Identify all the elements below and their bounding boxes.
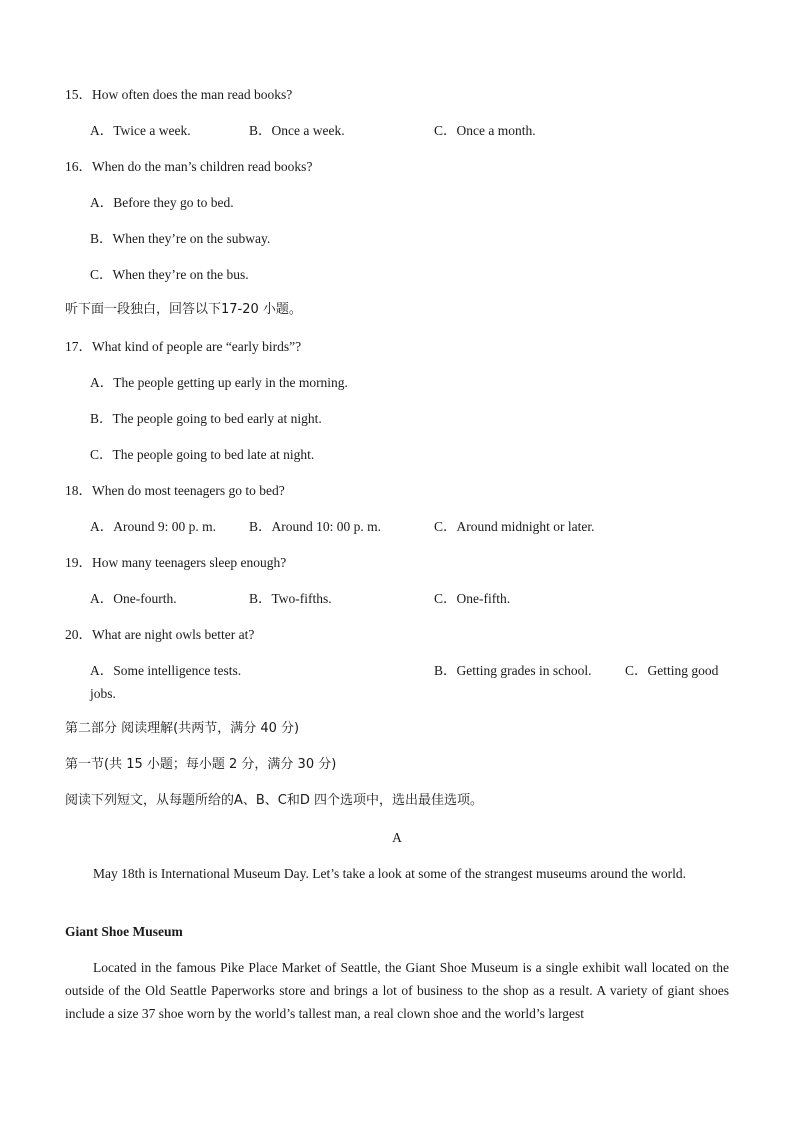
question-18-option-c: C．Around midnight or later.: [434, 519, 595, 534]
question-20-option-c-continued: jobs.: [90, 686, 116, 701]
question-19-option-c: C．One-fifth.: [434, 591, 511, 606]
listening-instruction: 听下面一段独白，回答以下17-20 小题。: [65, 302, 302, 317]
question-15-option-c: C．Once a month.: [434, 123, 536, 138]
question-20-stem: 20．What are night owls better at?: [65, 627, 255, 642]
question-15-option-a: A．Twice a week.: [90, 123, 191, 138]
question-16-stem: 16．When do the man’s children read books?: [65, 159, 313, 174]
question-16-option-b: B．When they’re on the subway.: [90, 231, 271, 246]
question-18-stem: 18．When do most teenagers go to bed?: [65, 483, 285, 498]
question-15-stem: 15．How often does the man read books?: [65, 87, 293, 102]
question-17-option-c: C．The people going to bed late at night.: [90, 447, 315, 462]
part-two-heading: 第二部分 阅读理解(共两节，满分 40 分): [65, 721, 300, 736]
question-16-option-a: A．Before they go to bed.: [90, 195, 234, 210]
museum-title: Giant Shoe Museum: [65, 924, 183, 939]
section-one-heading: 第一节(共 15 小题；每小题 2 分，满分 30 分): [65, 757, 337, 772]
question-19-stem: 19．How many teenagers sleep enough?: [65, 555, 287, 570]
question-17-option-a: A．The people getting up early in the morning.: [90, 375, 348, 390]
question-20-option-b: B．Getting grades in school.: [434, 663, 592, 678]
reading-instruction: 阅读下列短文，从每题所给的A、B、C和D 四个选项中，选出最佳选项。: [65, 793, 484, 808]
question-19-option-a: A．One-fourth.: [90, 591, 177, 606]
passage-letter: A: [392, 830, 402, 845]
question-17-stem: 17．What kind of people are “early birds”?: [65, 339, 302, 354]
question-17-option-b: B．The people going to bed early at night.: [90, 411, 322, 426]
question-18-option-b: B．Around 10: 00 p. m.: [249, 519, 382, 534]
question-18-option-a: A．Around 9: 00 p. m.: [90, 519, 216, 534]
museum-paragraph: Located in the famous Pike Place Market of Seattle, the Giant Shoe Museum is a single exhibit wall located on the outside of the Old Seattle Paperworks store and brings a lot of business to the shop as a result. A variety of giant shoes include a size 37 shoe worn by the world’s tallest man, a real clown shoe and the world’s largest: [65, 960, 729, 1021]
question-16-option-c: C．When they’re on the bus.: [90, 267, 249, 282]
question-15-option-b: B．Once a week.: [249, 123, 345, 138]
question-19-option-b: B．Two-fifths.: [249, 591, 332, 606]
question-20-option-c: C．Getting good: [625, 663, 719, 678]
intro-paragraph: May 18th is International Museum Day. Let’s take a look at some of the strangest museums around the world.: [93, 866, 686, 881]
question-20-option-a: A．Some intelligence tests.: [90, 663, 242, 678]
